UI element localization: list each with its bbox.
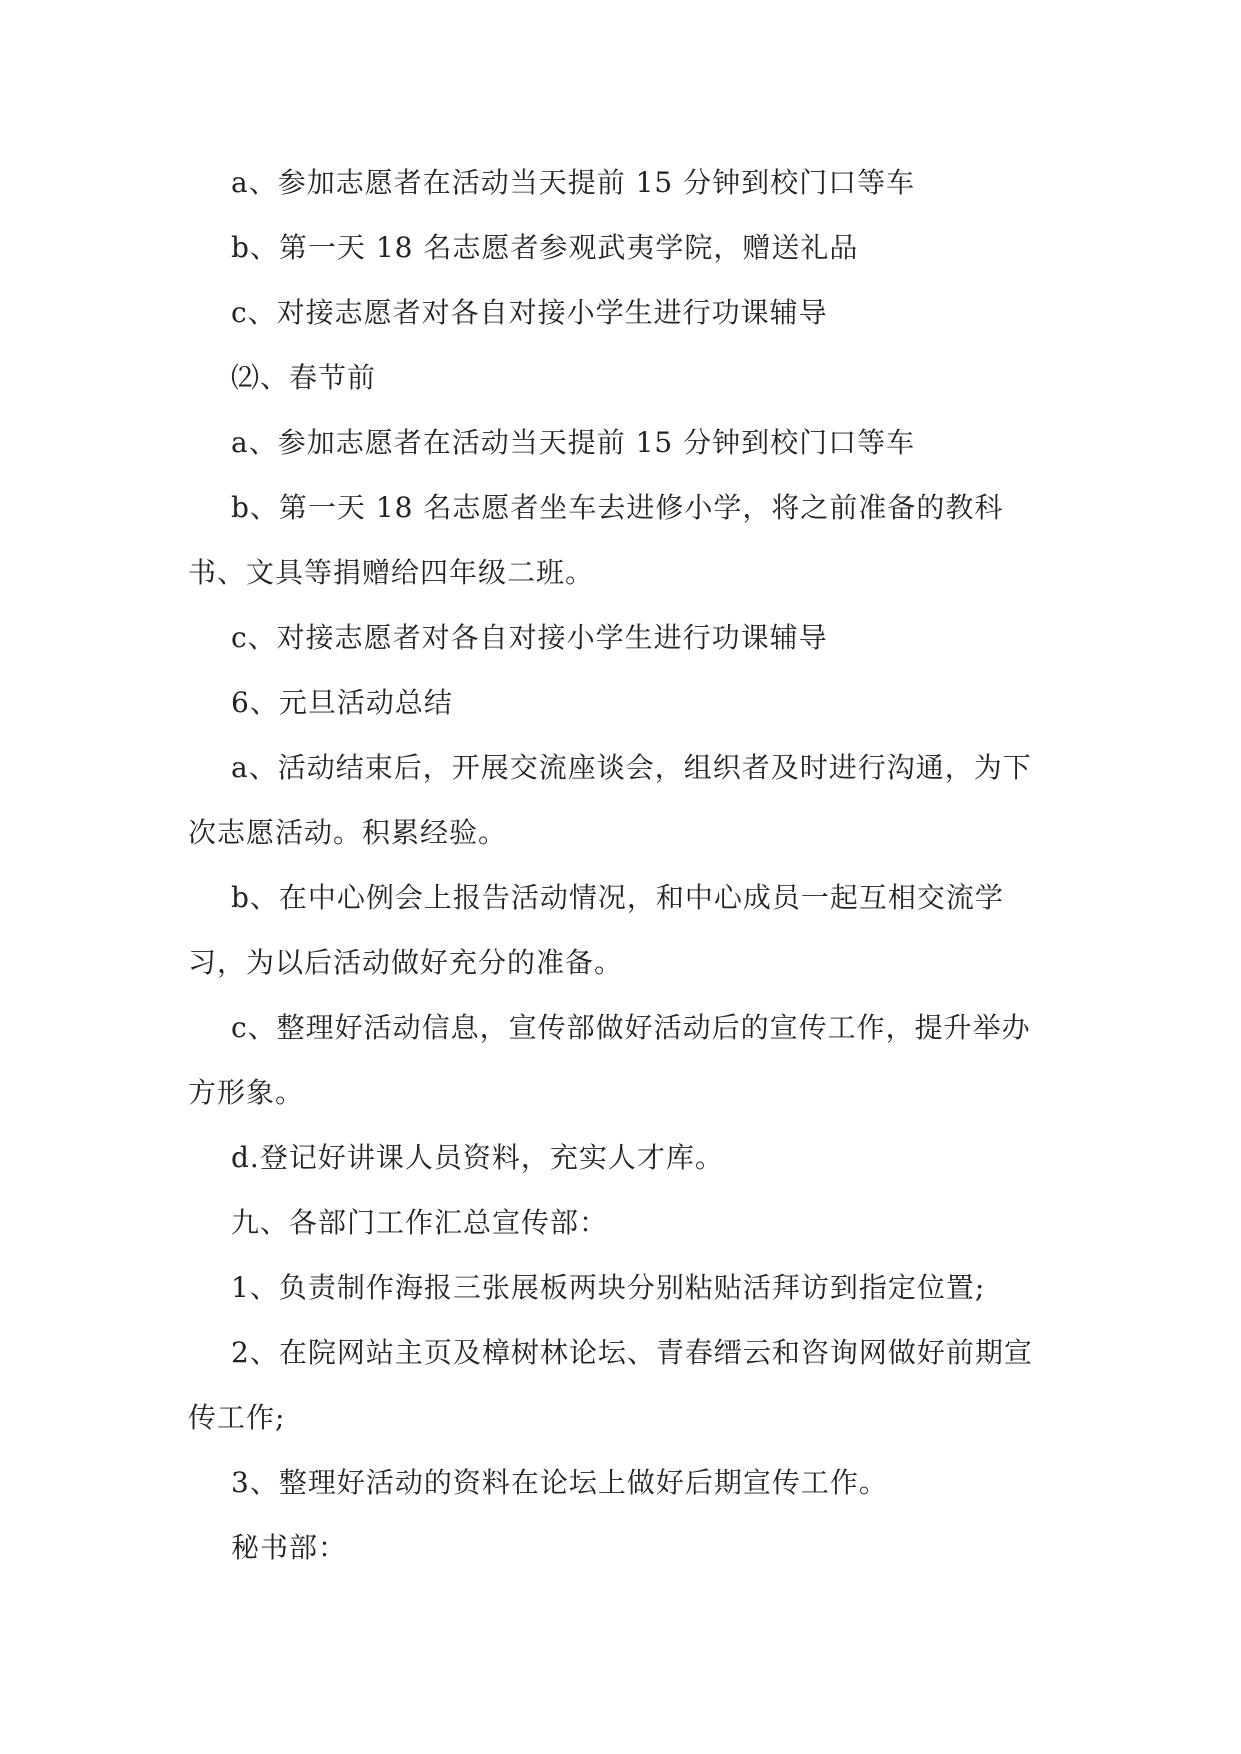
- paragraph-b-report: b、在中心例会上报告活动情况，和中心成员一起互相交流学习，为以后活动做好充分的准备。: [188, 881, 1004, 979]
- paragraph-b-visit-college: b、第一天 18 名志愿者参观武夷学院，赠送礼品: [231, 231, 859, 264]
- section-heading-new-year-summary: 6、元旦活动总结: [231, 686, 453, 719]
- paragraph-online-promotion: 2、在院网站主页及樟树林论坛、青春缙云和咨询网做好前期宣传工作;: [188, 1336, 1033, 1434]
- paragraph-posters: 1、负责制作海报三张展板两块分别粘贴活拜访到指定位置;: [231, 1271, 986, 1304]
- document-body: [188, 150, 1058, 1580]
- paragraph-a-arrive-early-1: a、参加志愿者在活动当天提前 15 分钟到校门口等车: [231, 166, 916, 199]
- paragraph-c-tutoring-2: c、对接志愿者对各自对接小学生进行功课辅导: [231, 621, 828, 654]
- paragraph-c-publicity: c、整理好活动信息，宣传部做好活动后的宣传工作，提升举办方形象。: [188, 1011, 1031, 1109]
- section-heading-secretariat: 秘书部：: [231, 1531, 348, 1564]
- paragraph-before-spring-festival: ⑵、春节前: [231, 361, 377, 394]
- paragraph-a-arrive-early-2: a、参加志愿者在活动当天提前 15 分钟到校门口等车: [231, 426, 916, 459]
- paragraph-b-donate-books: b、第一天 18 名志愿者坐车去进修小学，将之前准备的教科书、文具等捐赠给四年级二班。: [188, 491, 1004, 589]
- section-heading-department-summary: 九、各部门工作汇总宣传部：: [231, 1206, 609, 1239]
- paragraph-a-discussion: a、活动结束后，开展交流座谈会，组织者及时进行沟通，为下次志愿活动。积累经验。: [188, 751, 1032, 849]
- paragraph-d-register: d.登记好讲课人员资料，充实人才库。: [231, 1141, 724, 1174]
- paragraph-post-event-publicity: 3、整理好活动的资料在论坛上做好后期宣传工作。: [231, 1466, 888, 1499]
- paragraph-c-tutoring-1: c、对接志愿者对各自对接小学生进行功课辅导: [231, 296, 828, 329]
